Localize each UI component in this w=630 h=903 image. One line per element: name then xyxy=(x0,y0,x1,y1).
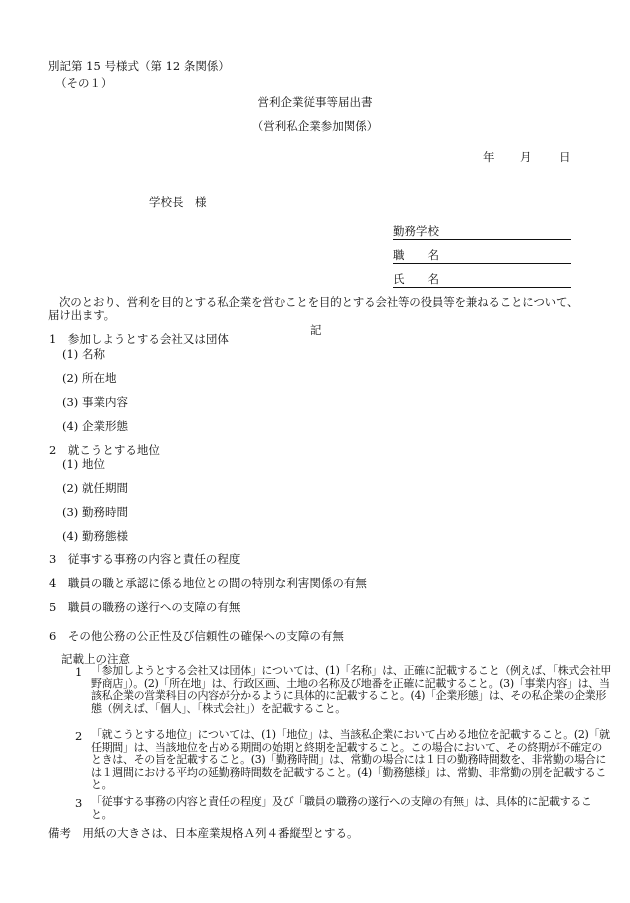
document-title: 営利企業従事等届出書 xyxy=(257,95,373,109)
notes-heading: 記載上の注意 xyxy=(61,652,130,666)
section-1-item-1: (1) 名称 xyxy=(62,347,105,361)
note-2-text: 「就こうとする地位」については、(1)「地位」は、当該私企業において占める地位を記載すること。(2)「就任期間」は、当該地位を占める期間の始期と終期を記載すること。この場合において、その終期が不確定のときは、その旨を記載すること。(3)「勤務時間」は、常勤の場合には１日の勤務時間数を、非常勤の場合には１週間における平均の延勤務時間数を記載すること。(4)「勤務態様」は、常勤、非常勤の別を記載すること。 xyxy=(91,728,610,791)
form-number: 別記第 15 号様式（第 12 条関係） xyxy=(48,59,230,73)
note-3-text: 「従事する事務の内容と責任の程度」及び「職員の職務の遂行への支障の有無」は、具体的に記載すること。 xyxy=(91,795,592,821)
section-5-label: 5 職員の職務の遂行への支障の有無 xyxy=(49,600,241,614)
addressee: 学校長 様 xyxy=(149,195,207,209)
note-3-number: 3 xyxy=(75,796,83,810)
section-2-item-2: (2) 就任期間 xyxy=(62,481,128,495)
section-1-item-3: (3) 事業内容 xyxy=(62,395,128,409)
form-sub-number: （その１） xyxy=(55,76,113,90)
date-month: 月 xyxy=(520,150,532,164)
section-4-label: 4 職員の職と承認に係る地位との間の特別な利害関係の有無 xyxy=(49,576,367,590)
section-1-label: 1 参加しようとする会社又は団体 xyxy=(49,332,229,346)
section-2-label: 2 就こうとする地位 xyxy=(49,443,160,457)
remarks: 備考 用紙の大きさは、日本産業規格Ａ列４番縦型とする。 xyxy=(48,826,359,840)
document-subtitle: （営利私企業参加関係） xyxy=(251,119,379,133)
school-field[interactable] xyxy=(393,224,571,240)
ki-heading: 記 xyxy=(310,323,322,337)
note-1-text: 「参加しようとする会社又は団体」については、(1)「名称」は、正確に記載すること（例えば、「株式会社甲野商店」）。(2)「所在地」は、行政区画、土地の名称及び地番を正確に記載すること。(3)「事業内容」は、当該私企業の営業科目の内容が分かるように具体的に記載すること。(4)「企業形態」は、その私企業の企業形態（例えば、「個人」、「株式会社」）を記載すること。 xyxy=(91,664,612,715)
date-day: 日 xyxy=(559,150,571,164)
section-3-label: 3 従事する事務の内容と責任の程度 xyxy=(49,552,241,566)
school-label: 勤務学校 xyxy=(393,224,439,238)
post-label: 職 名 xyxy=(393,248,439,262)
section-1-item-2: (2) 所在地 xyxy=(62,371,117,385)
section-2-item-1: (1) 地位 xyxy=(62,457,105,471)
name-label: 氏 名 xyxy=(393,272,439,286)
note-2-number: 2 xyxy=(75,729,83,743)
section-6-label: 6 その他公務の公正性及び信頼性の確保への支障の有無 xyxy=(49,629,344,643)
section-1-item-4: (4) 企業形態 xyxy=(62,419,128,433)
date-year: 年 xyxy=(483,150,495,164)
note-1-number: 1 xyxy=(75,665,83,679)
post-field[interactable] xyxy=(393,248,571,264)
section-2-item-4: (4) 勤務態様 xyxy=(62,529,128,543)
intro-paragraph: 次のとおり、営利を目的とする私企業を営むことを目的とする会社等の役員等を兼ねることについて、届け出ます。 xyxy=(48,295,579,322)
section-2-item-3: (3) 勤務時間 xyxy=(62,505,128,519)
name-field[interactable] xyxy=(393,272,571,288)
